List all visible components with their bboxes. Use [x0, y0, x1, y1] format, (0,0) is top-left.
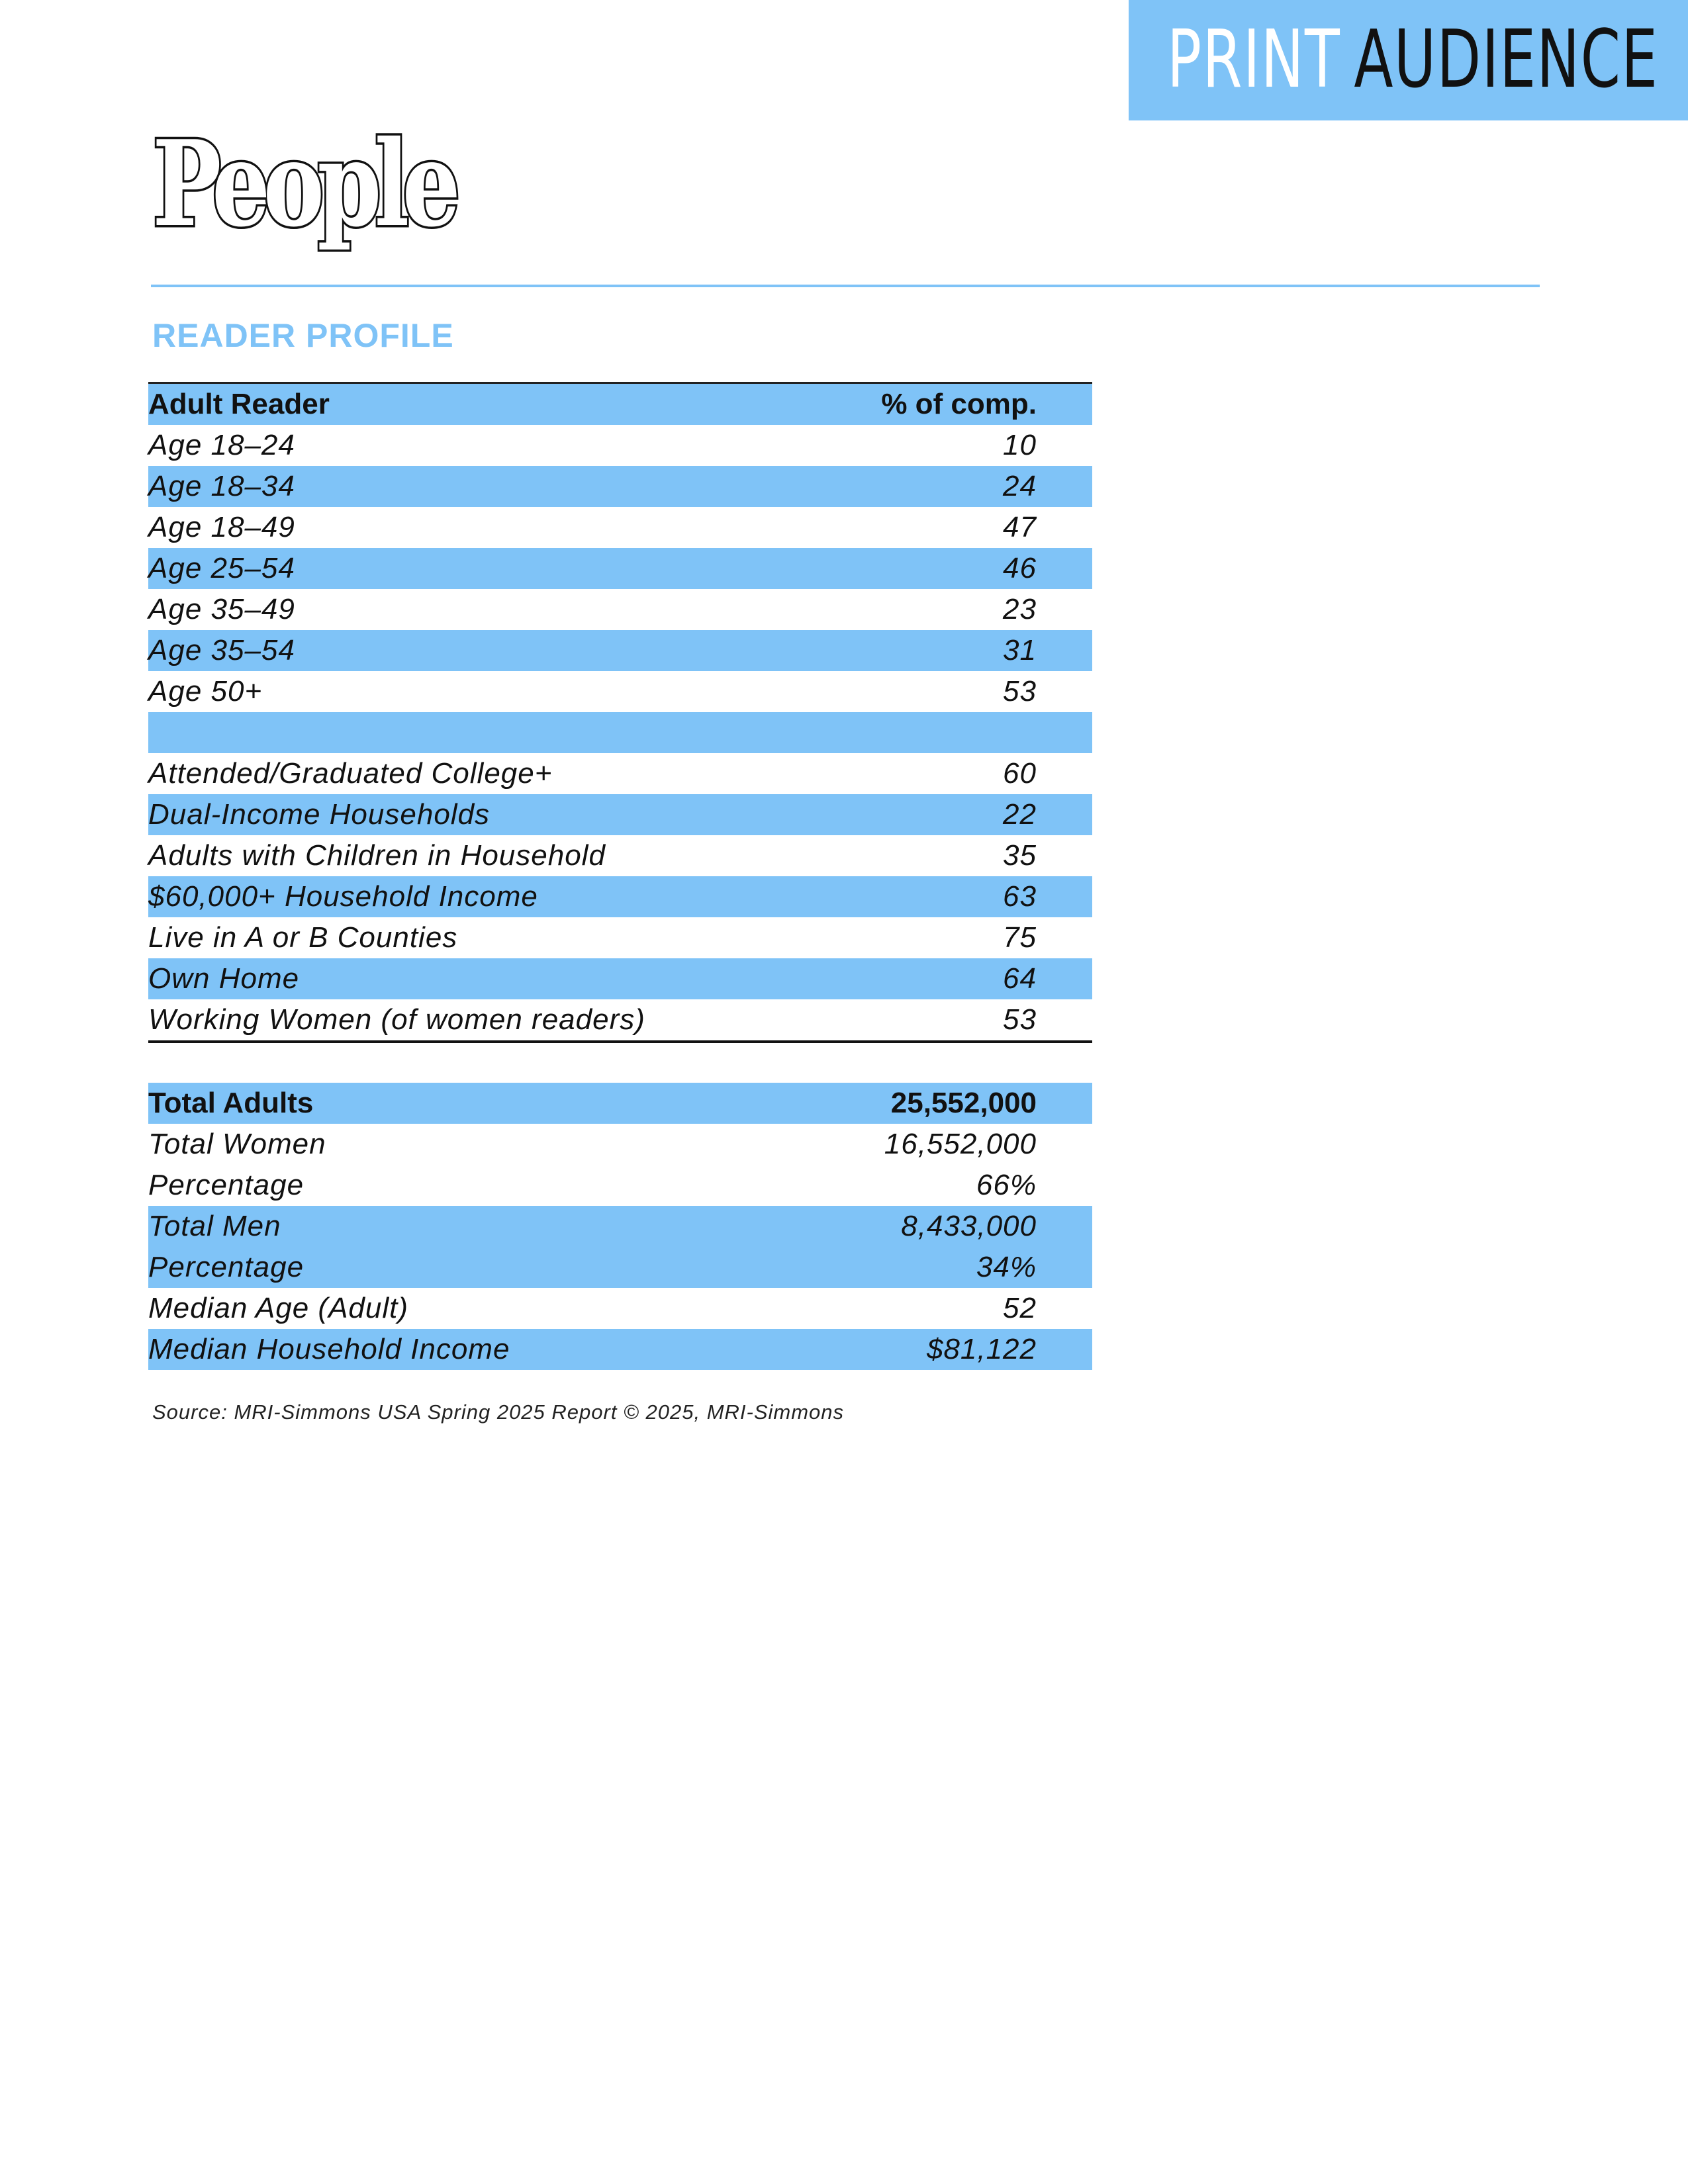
table-row	[148, 794, 1092, 835]
row-label: Age 18–24	[148, 429, 295, 461]
reader-profile-table	[148, 382, 1092, 1043]
row-value: 34%	[976, 1251, 1037, 1283]
table-header	[148, 384, 1092, 425]
table-row-spacer	[148, 712, 1092, 753]
table-row	[148, 876, 1092, 917]
table-row	[148, 1329, 1092, 1370]
header-value: % of comp.	[881, 388, 1037, 420]
header-divider	[151, 285, 1540, 287]
row-value: 10	[1003, 429, 1037, 461]
people-logo	[148, 114, 459, 258]
row-label: Median Age (Adult)	[148, 1292, 409, 1324]
row-value: 24	[1003, 470, 1037, 502]
banner-word-print: PRINT	[1167, 14, 1341, 106]
print-audience-banner	[1129, 0, 1688, 120]
row-value: 23	[1003, 593, 1037, 625]
row-value: 66%	[976, 1169, 1037, 1201]
table-row	[148, 671, 1092, 712]
banner-word-audience: AUDIENCE	[1354, 14, 1659, 106]
row-label: Age 18–49	[148, 511, 295, 543]
row-value: 53	[1003, 1003, 1037, 1036]
row-label: Total Men	[148, 1210, 281, 1242]
row-label: Attended/Graduated College+	[148, 757, 553, 790]
row-label: Age 50+	[148, 675, 263, 707]
row-label: Percentage	[148, 1169, 305, 1201]
header-label: Total Adults	[148, 1087, 314, 1119]
row-value: 75	[1003, 921, 1037, 954]
row-label: Adults with Children in Household	[148, 839, 606, 872]
row-label: Working Women (of women readers)	[148, 1003, 645, 1036]
table-row	[148, 507, 1092, 548]
totals-table	[148, 1083, 1092, 1370]
table-row	[148, 589, 1092, 630]
row-value: 60	[1003, 757, 1037, 790]
row-label: Median Household Income	[148, 1333, 510, 1365]
table-row	[148, 1165, 1092, 1206]
row-label: Dual-Income Households	[148, 798, 491, 831]
table-row	[148, 548, 1092, 589]
row-value: 47	[1003, 511, 1037, 543]
section-title: READER PROFILE	[152, 317, 454, 354]
row-value: 22	[1003, 798, 1037, 831]
table-row	[148, 835, 1092, 876]
table-row	[148, 753, 1092, 794]
totals-header	[148, 1083, 1092, 1124]
table-row	[148, 917, 1092, 958]
table-row	[148, 466, 1092, 507]
table-row	[148, 1288, 1092, 1329]
table-row	[148, 425, 1092, 466]
table-row	[148, 999, 1092, 1040]
row-value: 8,433,000	[901, 1210, 1037, 1242]
row-value: 35	[1003, 839, 1037, 872]
row-label: Own Home	[148, 962, 300, 995]
row-value: 63	[1003, 880, 1037, 913]
header-value: 25,552,000	[890, 1087, 1037, 1119]
row-value: 52	[1003, 1292, 1037, 1324]
header-label: Adult Reader	[148, 388, 330, 420]
row-label: Total Women	[148, 1128, 326, 1160]
table-row	[148, 630, 1092, 671]
table-row	[148, 1124, 1092, 1165]
source-note: Source: MRI-Simmons USA Spring 2025 Report © 2025, MRI-Simmons	[152, 1400, 845, 1424]
row-value: 46	[1003, 552, 1037, 584]
row-label: Live in A or B Counties	[148, 921, 458, 954]
row-label: Age 18–34	[148, 470, 295, 502]
row-label: $60,000+ Household Income	[148, 880, 538, 913]
row-label: Age 25–54	[148, 552, 295, 584]
table-row	[148, 958, 1092, 999]
table-row	[148, 1247, 1092, 1288]
row-label: Age 35–54	[148, 634, 295, 666]
row-value: 16,552,000	[884, 1128, 1037, 1160]
row-label: Age 35–49	[148, 593, 295, 625]
table-row	[148, 1206, 1092, 1247]
row-value: 53	[1003, 675, 1037, 707]
row-label: Percentage	[148, 1251, 305, 1283]
svg-text:People: People	[152, 114, 457, 253]
row-value: 31	[1003, 634, 1037, 666]
row-value: $81,122	[926, 1333, 1037, 1365]
row-value: 64	[1003, 962, 1037, 995]
